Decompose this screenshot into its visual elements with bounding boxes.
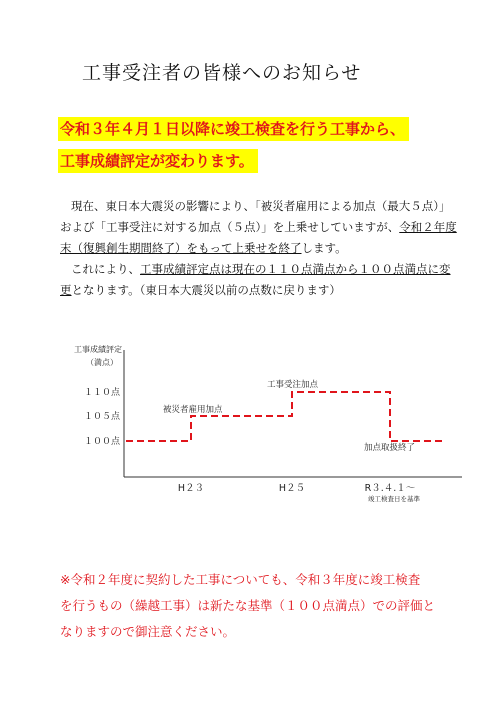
body-paragraph-1 [60,196,460,259]
note-line-1: ※令和２年度に契約した工事についても、令和３年度に竣工検査 [60,572,421,587]
body-p2-text-b: となります。（東日本大震災以前の点数に戻ります） [71,283,341,297]
chart-x-ticks [178,483,421,503]
score-chart-svg [0,330,500,530]
note-line-2: を行うもの（繰越工事）は新たな基準（１００点満点）での評価と [60,598,436,613]
chart-y-tick-label: １０５点 [83,412,120,422]
score-chart [0,330,500,530]
note-line-3: なりますので御注意ください。 [60,624,236,639]
chart-y-tick-label: １１０点 [83,388,120,398]
chart-series-line [126,392,442,441]
body-p2-underlined: 工事成績評定点は現在の１１０点満点から１００点満点に変更 [60,262,451,297]
body-p2-text-a: これにより、 [71,262,140,276]
chart-y-label-line: （満点） [86,358,118,367]
headline-highlight-2: 工事成績評定が変わります。 [58,149,258,173]
body-p1-text-b: します。 [301,241,347,255]
chart-annotation: 加点取扱終了 [364,443,416,453]
page-title: 工事受注者の皆様へのお知らせ [82,62,362,84]
chart-y-ticks [84,386,121,447]
chart-y-tick-label: １００点 [83,437,120,447]
chart-annotation: 工事受注加点 [267,380,319,390]
chart-annotation: 被災者雇用加点 [163,405,223,415]
body-text [60,196,460,301]
body-paragraph-2 [60,259,460,301]
body-p1-text-a: 現在、東日本大震災の影響により、「被災者雇用による加点（最大５点）」および「工事受注に対する加点（５点）」を上乗せしていますが、 [60,199,451,234]
body-p1-underlined: 令和２年度末（復興創生期間終了）をもって上乗せを終了 [60,220,457,255]
chart-x-tick-label: H２３ [177,483,205,494]
headline-line-1 [58,118,409,139]
notice-note [60,567,460,645]
chart-x-subnote: 竣工検査日を基準 [368,495,420,503]
chart-y-label-line: 工事成績評定 [74,345,122,354]
headline-line-2 [58,150,258,171]
chart-series [126,392,442,441]
chart-x-tick-label: R３.４.１～ [364,483,416,494]
chart-y-axis-label [74,344,122,367]
headline-highlight-1: 令和３年４月１日以降に竣工検査を行う工事から、 [58,117,409,141]
chart-x-tick-label: H２５ [278,483,306,494]
